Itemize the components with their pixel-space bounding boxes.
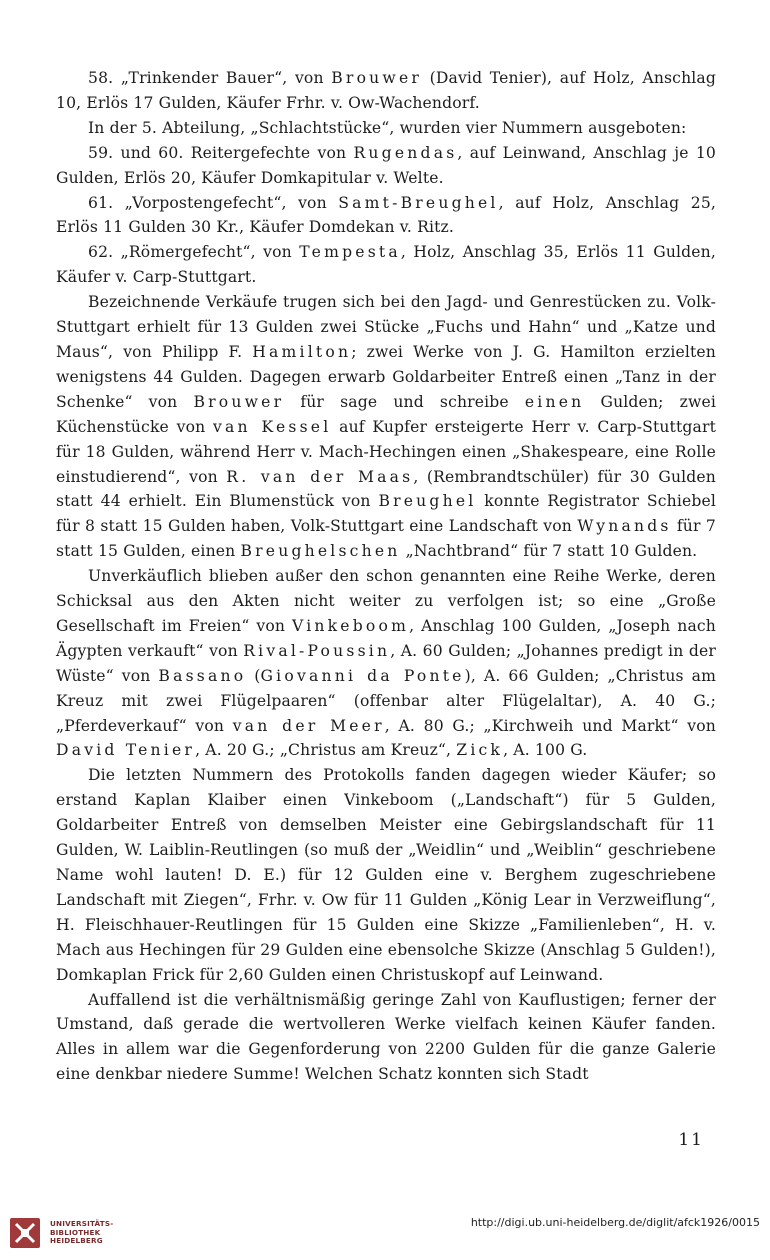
spaced-name: Breughel (378, 492, 477, 511)
text-run: konnte Registrator Schiebel für 8 statt 15 Gulden haben, Volk-Stuttgart eine Landschaft von (56, 492, 716, 536)
library-logo-text (50, 1220, 113, 1246)
spaced-name: Bassano (158, 666, 247, 685)
text-run: für 7 statt 15 Gulden, einen (56, 517, 716, 561)
spaced-name: Brouwer (331, 69, 423, 87)
text-run: Die letzten Nummern des Protokolls fanden dagegen wieder Käufer; so erstand Kaplan Klaiber einen Vinkeboom („Landschaft“) für 5 Gulden, Goldarbeiter Entreß von demselben Meister eine Gebirgslandschaft für 11 Gulden, W. Laiblin-Reutlingen (so muß der „Weidlin“ und „Weiblin“ geschriebene Name wohl lauten! D. E.) für 12 Gulden eine v. Berghem zugeschriebene Landschaft mit Ziegen“, Frhr. v. Ow für 11 Gulden „König Lear in Verzweiflung“, H. Fleischhauer-Reutlingen für 15 Gulden eine Skizze „Familienleben“, H. v. Mach aus Hechingen für 29 Gulden eine ebensolche Skizze (Anschlag 5 Gulden!), Domkaplan Frick für 2,60 Gulden einen Christuskopf auf Leinwand. (56, 766, 716, 984)
spaced-name: Samt-Breughel (338, 193, 499, 212)
spaced-name: Rival-Poussin (243, 641, 391, 660)
logo-line: HEIDELBERG (50, 1236, 103, 1246)
spaced-name: van Kessel (213, 417, 332, 436)
spaced-name: Vinkeboom (292, 616, 410, 635)
text-run: , A. 20 G.; „Christus am Kreuz“, (195, 741, 457, 760)
spaced-name: David Tenier (56, 741, 196, 760)
text-run: , A. 80 G.; „Kirchweih und Markt“ von (384, 716, 716, 735)
logo-line: BIBLIOTHEK (50, 1227, 101, 1237)
text-run: auf Kupfer ersteigerte Herr v. Carp-Stuttgart für 18 Gulden, während Herr v. Mach-Hechingen einen „Shakespeare, eine Rolle einstudierend“, von (56, 417, 716, 486)
text-run: Unverkäuflich blieben außer den schon genannten eine Reihe Werke, deren Schicksal aus den Akten nicht weiter zu verfolgen ist; so eine „Große Gesellschaft im Freien“ von (56, 567, 716, 635)
paragraph (56, 191, 716, 241)
text-run: 59. und 60. Reitergefechte von (88, 143, 354, 162)
text-run: 61. „Vorpostengefecht“, von (88, 193, 339, 212)
text-run: In der 5. Abteilung, „Schlachtstücke“, wurden vier Nummern ausgeboten: (88, 118, 687, 137)
text-run: für sage und schreibe (284, 392, 525, 411)
page-number: 11 (678, 1130, 704, 1150)
spaced-name: einen (524, 392, 585, 411)
spaced-name: Giovanni da Ponte (260, 666, 465, 685)
text-run: 58. „Trinkender Bauer“, von (88, 69, 332, 87)
spaced-name: Tempesta (299, 243, 401, 262)
logo-line: UNIVERSITÄTS- (50, 1218, 114, 1228)
paragraph (56, 290, 716, 564)
text-run: , Holz, Anschlag 35, Erlös 11 Gulden, Käufer v. Carp-Stuttgart. (56, 243, 716, 287)
spaced-name: Rugendas (353, 143, 458, 162)
text-run: 62. „Römergefecht“, von (88, 243, 300, 262)
text-run: (David Tenier), auf Holz, Anschlag 10, Erlös 17 Gulden, Käufer Frhr. v. Ow-Wachendorf. (56, 69, 716, 112)
paragraph (56, 66, 716, 116)
text-run: „Nachtbrand“ für 7 statt 10 Gulden. (400, 542, 698, 561)
text-run: ), A. 66 Gulden; „Christus am Kreuz mit zwei Flügelpaaren“ (offenbar alter Flügelaltar), A. 40 G.; „Pferdeverkauf“ von (56, 666, 717, 735)
footer-bar (0, 1203, 770, 1260)
text-run: , auf Leinwand, Anschlag je 10 Gulden, Erlös 20, Käufer Domkapitular v. Welte. (56, 143, 716, 187)
text-run: , auf Holz, Anschlag 25, Erlös 11 Gulden 30 Kr., Käufer Domdekan v. Ritz. (56, 193, 716, 237)
paragraph (56, 763, 716, 987)
text-run: , Anschlag 100 Gulden, „Joseph nach Ägypten verkauft“ von (56, 616, 716, 660)
spaced-name: R. van der Maas (226, 467, 414, 486)
spaced-name: Brouwer (193, 392, 285, 411)
text-run: , (Rembrandtschüler) für 30 Gulden statt 44 erhielt. Ein Blumenstück von (56, 467, 716, 511)
text-run: ; zwei Werke von J. G. Hamilton erzielten wenigstens 44 Gulden. Dagegen erwarb Goldarbeiter Entreß einen „Tanz in der Schenke“ von (56, 342, 716, 411)
paragraph (56, 988, 716, 1088)
spaced-name: van der Meer (232, 716, 385, 735)
spaced-name: Hamilton (252, 342, 352, 361)
text-run: Gulden; zwei Küchenstücke von (56, 392, 717, 436)
text-run: Bezeichnende Verkäufe trugen sich bei den Jagd- und Genrestücken zu. Volk-Stuttgart erhielt für 13 Gulden zwei Stücke „Fuchs und Hahn“ und „Katze und Maus“, von Philipp F. (56, 293, 716, 361)
text-run: , A. 60 Gulden; „Johannes predigt in der Wüste“ von (56, 641, 716, 685)
paragraph (56, 564, 716, 763)
spaced-name: Wynands (577, 517, 672, 536)
library-logo[interactable] (8, 1213, 118, 1253)
paragraph (56, 116, 716, 141)
text-run: , A. 100 G. (503, 741, 588, 760)
body-text (56, 66, 716, 1087)
paragraph (56, 141, 716, 191)
text-run: ( (246, 666, 261, 685)
university-seal-icon (8, 1216, 42, 1250)
permalink-url[interactable]: http://digi.ub.uni-heidelberg.de/diglit/afck1926/0015 (470, 1216, 760, 1229)
paragraph (56, 240, 716, 290)
spaced-name: Zick (456, 741, 504, 760)
spaced-name: Breughelschen (240, 542, 401, 561)
text-run: Auffallend ist die verhältnismäßig geringe Zahl von Kauflustigen; ferner der Umstand, daß gerade die wertvolleren Werke vielfach keinen Käufer fanden. Alles in allem war die Gegenforderung von 2200 Gulden für die ganze Galerie eine denkbar niedere Summe! Welchen Schatz konnten sich Stadt (56, 990, 716, 1084)
